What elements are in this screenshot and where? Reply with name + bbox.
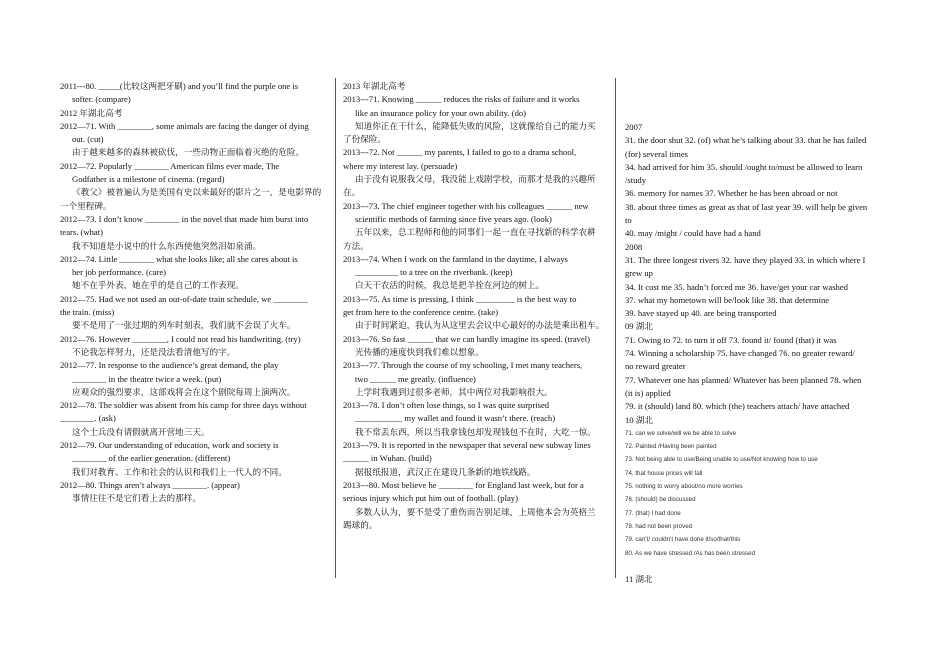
column-divider bbox=[615, 78, 616, 578]
text-line: 2012—78. The soldier was absent from his camp for three days without bbox=[60, 400, 307, 411]
text-line: /study bbox=[625, 175, 647, 186]
text-line: Godfather is a milestone of cinema. (regard) bbox=[72, 174, 225, 185]
text-line: 10 湖北 bbox=[625, 414, 653, 425]
text-line: 2013---73. The chief engineer together with his colleagues ______ new bbox=[343, 200, 589, 211]
text-line: tears. (what) bbox=[60, 227, 103, 238]
text-line: 我不常丢东西，所以当我拿钱包却发现钱包不在时，大吃一惊。 bbox=[355, 426, 596, 437]
text-line: 2012—72. Popularly ________ American films ever made, The bbox=[60, 160, 280, 171]
text-line: 73. Not being able to use/Being unable to use/Not knowing how to use bbox=[625, 456, 818, 464]
text-line: 2008 bbox=[625, 241, 643, 252]
text-line: 31. the door shut 32. (of) what he’s talking about 33. that he has failed bbox=[625, 135, 867, 146]
text-line bbox=[625, 560, 889, 573]
text-line: 五年以来，总工程师和他的同事们一起一直在寻找新的科学农耕 bbox=[355, 227, 596, 238]
text-line: 这个士兵没有请假就离开营地三天。 bbox=[72, 426, 210, 437]
text-line: 要不是用了一张过期的列车时刻表，我们就不会误了火车。 bbox=[72, 320, 296, 331]
text-line: 2013---80. Most believe he ________ for England last week, but for a bbox=[343, 479, 584, 490]
text-line: 白天干农活的时候，我总是把羊拴在河边的树上。 bbox=[355, 280, 545, 291]
text-line: 80. As we have stressed /As has been stressed bbox=[625, 549, 756, 557]
text-line: 71. Owing to 72. to turn it off 73. found it/ found (that) it was bbox=[625, 334, 837, 345]
text-line: 40. may /might / could have had a hand bbox=[625, 228, 761, 239]
text-line: 72. Painted /Having been painted bbox=[625, 443, 717, 451]
text-line: the train. (miss) bbox=[60, 307, 115, 318]
text-line: 2012—74. Little ________ what she looks like; all she cares about is bbox=[60, 253, 298, 264]
text-line: 由于没有说服我父母，我没能上戏剧学校，而那才是我的兴趣所 bbox=[355, 174, 596, 185]
text-line: 2011---80. _____(比较这两把牙刷) and you’ll find the purple one is bbox=[60, 81, 299, 91]
text-line: 2012—76. However ________, I could not read his handwriting. (try) bbox=[60, 333, 301, 344]
text-line: 11 湖北 bbox=[625, 574, 653, 585]
answer-key-column bbox=[625, 121, 889, 586]
text-line: ________. (ask) bbox=[60, 413, 116, 424]
text-line: 2012—73. I don’t know ________ in the novel that made him burst into bbox=[60, 213, 309, 224]
text-line: 2013---75. As time is pressing, I think _________ is the best way to bbox=[343, 293, 577, 304]
text-line: 36. memory for names 37. Whether he has been abroad or not bbox=[625, 188, 838, 199]
text-line: 2013 年湖北高考 bbox=[343, 81, 406, 91]
text-line: serious injury which put him out of football. (play) bbox=[343, 493, 518, 504]
text-line: 74. Winning a scholarship 75. have changed 76. no greater reward/ bbox=[625, 348, 855, 359]
text-line: 2013---77. Through the course of my schooling, I met many teachers, bbox=[343, 360, 583, 371]
text-line: 在。 bbox=[343, 187, 361, 198]
text-line: 71. can we solve/will we be able to solve bbox=[625, 429, 737, 437]
text-line: (for) several times bbox=[625, 148, 688, 159]
text-line: 2012—71. With ________, some animals are facing the danger of dying bbox=[60, 120, 309, 131]
text-line: 2012—80. Things aren’t always ________. (appear) bbox=[60, 479, 240, 490]
text-line: where my interest lay. (persuade) bbox=[343, 160, 458, 171]
text-line: 2013---76. So fast ______ that we can hardly imagine its speed. (travel) bbox=[343, 333, 591, 344]
text-line: ______ in Wuhan. (build) bbox=[343, 453, 432, 464]
text-line: 由于越来越多的森林被砍伐，一些动物正面临着灭绝的危险。 bbox=[72, 147, 305, 158]
column-divider bbox=[335, 78, 336, 578]
text-line: 事情往往不是它们看上去的那样。 bbox=[72, 493, 201, 504]
text-line: 78. had not been proved bbox=[625, 522, 693, 530]
text-line: like an insurance policy for your own ability. (do) bbox=[355, 107, 527, 118]
text-line: 75. nothing to worry about/no more worries bbox=[625, 483, 743, 491]
text-line: 2013---79. It is reported in the newspaper that several new subway lines bbox=[343, 440, 591, 451]
text-line: __________ to a tree on the riverbank. (keep) bbox=[355, 267, 513, 278]
text-line: 74. that house prices will fall bbox=[625, 469, 703, 477]
text-line: ________ in the theatre twice a week. (put) bbox=[72, 373, 222, 384]
text-line: 77. Whatever one has planned/ Whatever has been planned 78. when bbox=[625, 374, 862, 385]
text-line: ________ of the earlier generation. (different) bbox=[72, 453, 231, 464]
text-line: get from here to the conference centre. (take) bbox=[343, 307, 499, 318]
text-line: 《教父》被普遍认为是美国有史以来最好的影片之一，是电影界的 bbox=[72, 187, 322, 198]
text-line: (it is) applied bbox=[625, 387, 671, 398]
text-line: 38. about three times as great as that of last year 39. will help be given bbox=[625, 201, 868, 212]
text-line: 34. had arrived for him 35. should /ought to/must be allowed to learn bbox=[625, 161, 863, 172]
text-line: 76. (should) be discussed bbox=[625, 496, 696, 504]
text-line: 2012—75. Had we not used an out-of-date train schedule, we ________ bbox=[60, 293, 308, 304]
text-line: 多数人认为，要不是受了重伤而告别足球，上周他本会为英格兰 bbox=[355, 506, 596, 517]
text-line: 了份保险。 bbox=[343, 134, 386, 145]
text-line: 我们对教育、工作和社会的认识和我们上一代人的不同。 bbox=[72, 466, 287, 477]
text-line: 2013---74. When I work on the farmland in the daytime, I always bbox=[343, 253, 568, 264]
text-line: 37. what my hometown will be/look like 38. that determine bbox=[625, 294, 830, 305]
text-line: 据报纸报道，武汉正在建设几条新的地铁线路。 bbox=[355, 466, 536, 477]
text-line: no reward greater bbox=[625, 361, 686, 372]
text-line: 2012—77. In response to the audience’s great demand, the play bbox=[60, 360, 279, 371]
text-line: 知道你正在干什么，能降低失败的风险，这就像给自己的能力买 bbox=[355, 120, 596, 131]
text-line: 34. It cost me 35. hadn’t forced me 36. have/get your car washed bbox=[625, 281, 848, 292]
text-line: 方法。 bbox=[343, 240, 369, 251]
text-line: grew up bbox=[625, 268, 653, 279]
text-line: 2012 年湖北高考 bbox=[60, 107, 123, 118]
text-line: 39. have stayed up 40. are being transported bbox=[625, 308, 777, 319]
text-line: 不论我怎样努力，还是没法看清他写的字。 bbox=[72, 346, 236, 357]
text-line: 77. (that) I had done bbox=[625, 509, 681, 517]
exercise-column-2013 bbox=[343, 80, 607, 532]
text-line: 2013---72. Not ______ my parents, I failed to go to a drama school, bbox=[343, 147, 577, 158]
text-line: 09 湖北 bbox=[625, 321, 653, 332]
text-line: 2013---71. Knowing ______ reduces the risks of failure and it works bbox=[343, 94, 580, 105]
text-line: 31. The three longest rivers 32. have they played 33. in which where I bbox=[625, 254, 866, 265]
text-line: 一个里程碑。 bbox=[60, 200, 112, 211]
text-line: 2007 bbox=[625, 122, 643, 132]
text-line: 上学时我遇到过很多老师，其中两位对我影响很大。 bbox=[355, 386, 553, 397]
text-line: scientific methods of farming since five years ago. (look) bbox=[355, 213, 552, 224]
text-line: her job performance. (care) bbox=[72, 267, 166, 278]
text-line: out. (cut) bbox=[72, 134, 104, 145]
text-line: two ______ me greatly. (influence) bbox=[355, 373, 476, 384]
text-line: ___________ my wallet and found it wasn’t there. (reach) bbox=[355, 413, 556, 424]
exercise-column-2011-2012 bbox=[60, 80, 326, 506]
text-line: 她不在乎外表，她在乎的是自己的工作表现。 bbox=[72, 280, 244, 291]
text-line: 2012—79. Our understanding of education, work and society is bbox=[60, 440, 279, 451]
text-line: softer. (compare) bbox=[72, 94, 131, 105]
text-line: 2013---78. I don’t often lose things, so I was quite surprised bbox=[343, 400, 550, 411]
text-line: 由于时间紧迫，我认为从这里去会议中心最好的办法是乘出租车。 bbox=[355, 320, 605, 331]
text-line: to bbox=[625, 215, 632, 226]
text-line: 光传播的速度快到我们难以想象。 bbox=[355, 346, 484, 357]
text-line: 应观众的强烈要求，这部戏将会在这个剧院每周上演两次。 bbox=[72, 386, 296, 397]
text-line: 踢球的。 bbox=[343, 519, 378, 530]
text-line: 79. can’t/ couldn’t have done it/so/that/this bbox=[625, 536, 741, 544]
text-line: 我不知道是小说中的什么东西使他突然泪如泉涌。 bbox=[72, 240, 262, 251]
text-line: 79. it (should) land 80. which (the) teachers attach/ have attached bbox=[625, 401, 850, 412]
